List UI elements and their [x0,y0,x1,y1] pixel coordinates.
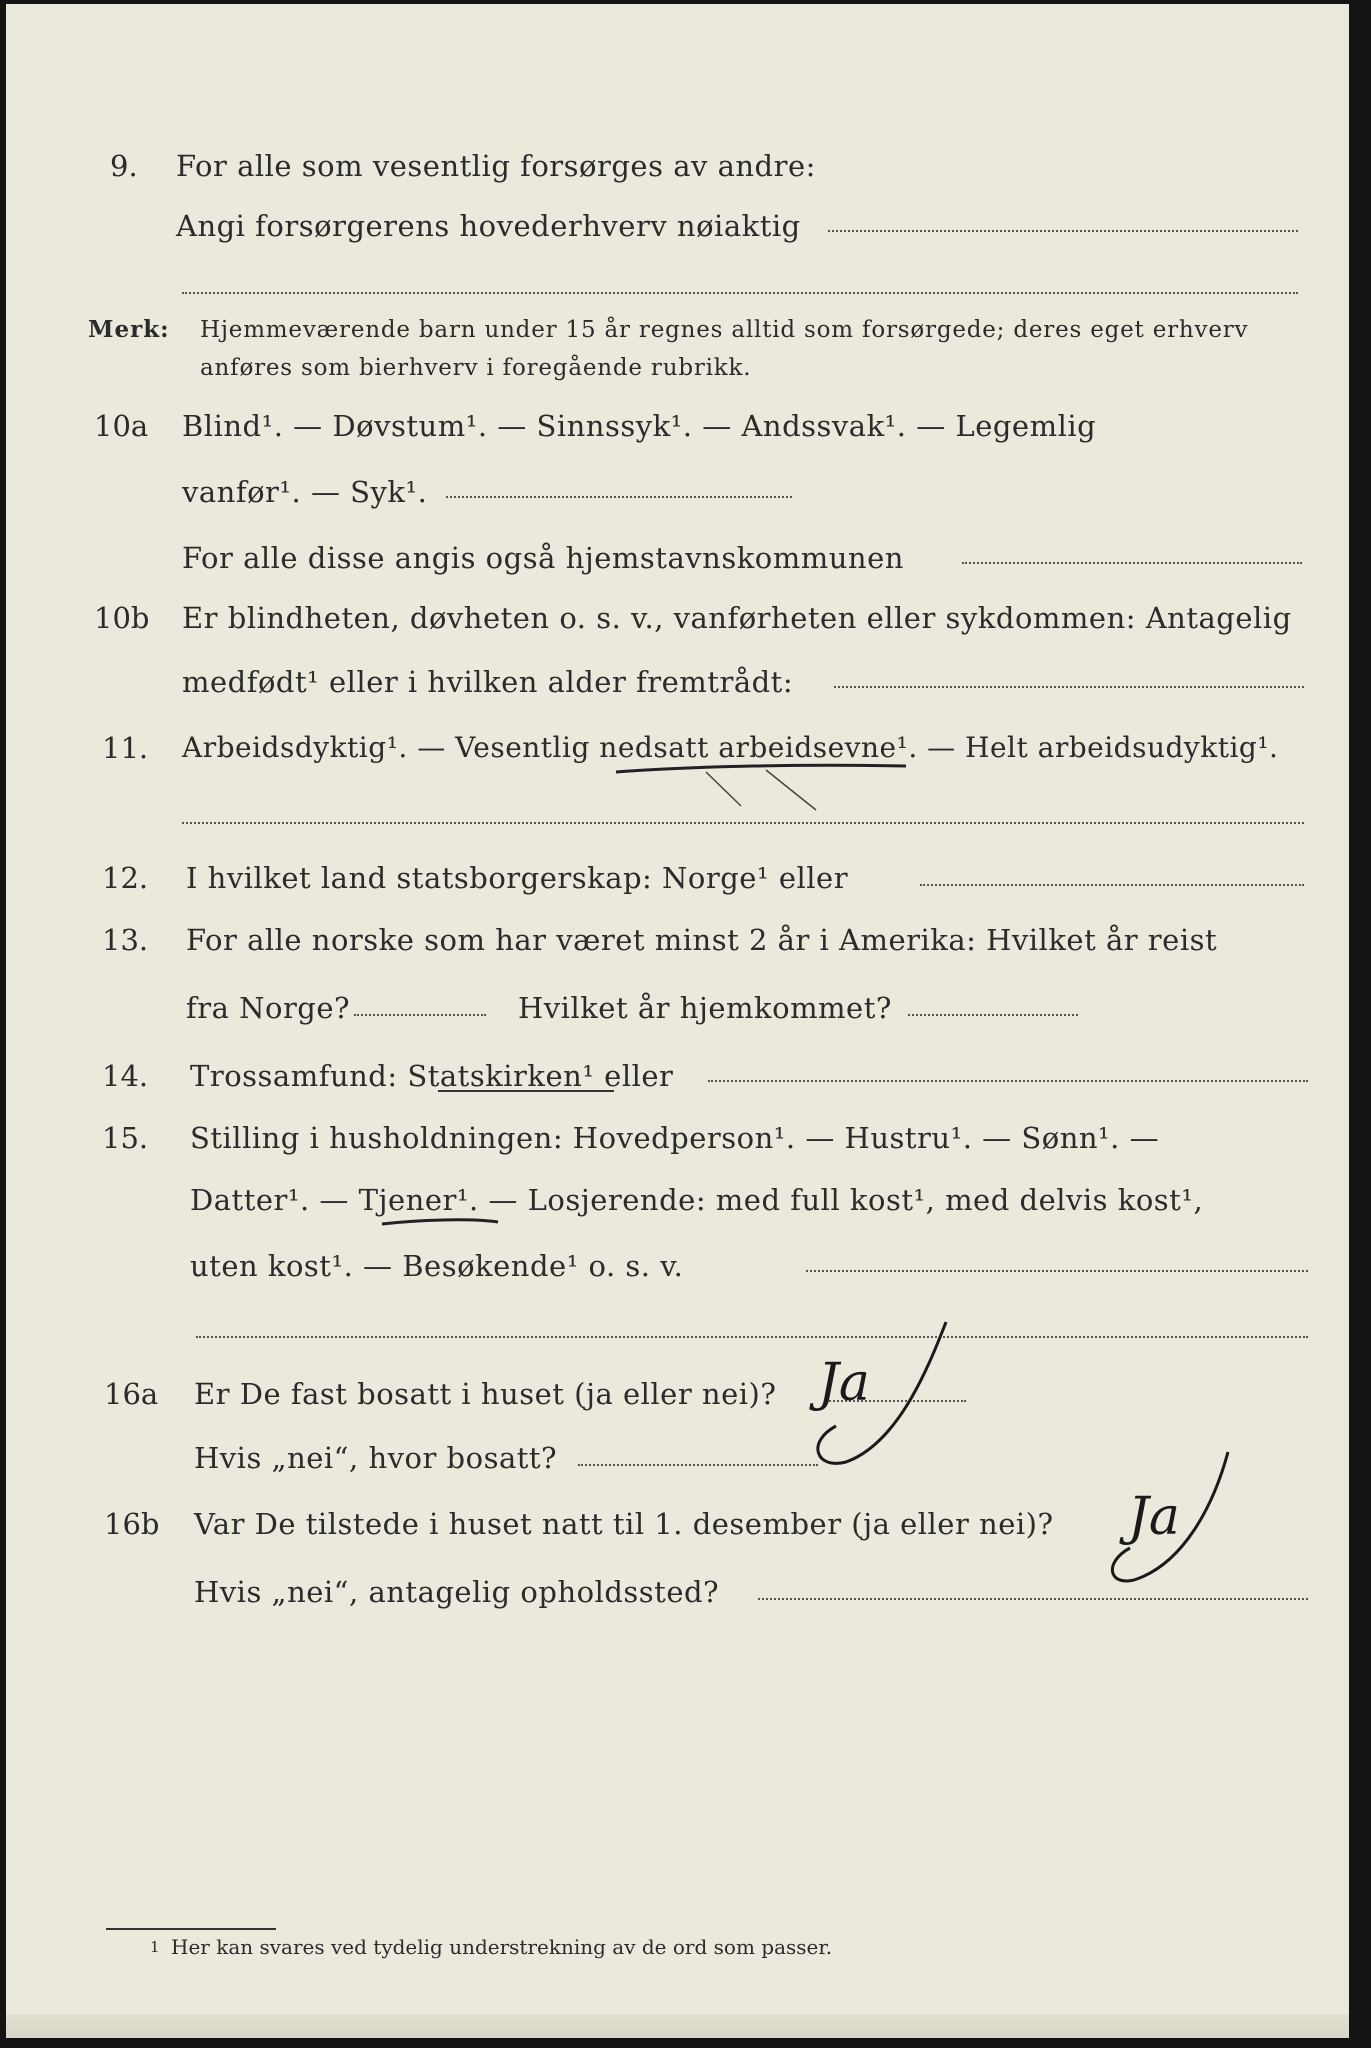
q9-answer-dots [828,230,1298,232]
q9-number: 9. [110,149,138,183]
q9-answer-dots-2 [182,292,1298,294]
q10a-text1: Blind¹. — Døvstum¹. — Sinnssyk¹. — Andssvak¹. — Legemlig [182,409,1097,443]
merk-text2: anføres som bierhverv i foregående rubrikk. [200,355,752,381]
q10b-text2: medfødt¹ eller i hvilken alder fremtrådt: [182,665,794,699]
q11-option-rest: ¹. — Helt arbeidsudyktig¹. [896,731,1279,764]
q11-answer-dots [182,822,1304,824]
q16b-answer-handwriting [1104,1444,1294,1594]
q10a-kommune-dots [962,562,1302,564]
q12-line [6,848,1349,908]
q10a-line3 [6,528,1349,588]
q16b-opholdssted-dots [758,1598,1308,1600]
footnote-text: Her kan svares ved tydelig understrekning av de ord som passer. [171,1935,833,1959]
q15-line2 [6,1170,1349,1230]
q16a-text2: Hvis „nei“, hvor bosatt? [194,1441,558,1475]
q10b-answer-dots [834,686,1304,688]
q10b-line1 [6,588,1349,648]
q14-answer-dots [708,1080,1308,1082]
q12-number: 12. [102,861,149,895]
q10a-number: 10a [94,409,149,443]
q16b-answer-text: Ja [1128,1487,1180,1547]
merk-label: Merk: [88,316,170,343]
q16b-text1: Var De tilstede i huset natt til 1. desember (ja eller nei)? [194,1507,1054,1541]
q15-text1: Stilling i husholdningen: Hovedperson¹. — Hustru¹. — Sønn¹. — [190,1121,1160,1155]
q14-option-statskirken: Statskirken [407,1059,583,1093]
q11-option-nedsatt: nedsatt arbeidsevne [599,731,897,764]
q15-line1 [6,1108,1349,1168]
q15-answer-dots [806,1270,1308,1272]
q16a-number: 16a [104,1377,159,1411]
q12-text: I hvilket land statsborgerskap: Norge¹ eller [186,861,849,895]
q9-text2: Angi forsørgerens hovederhverv nøiaktig [176,209,801,243]
q14-option-eller: ¹ eller [582,1059,674,1093]
q10b-text1: Er blindheten, døvheten o. s. v., vanførheten eller sykdommen: Antagelig [182,601,1292,635]
q15-option-tjener: Tjener [358,1183,457,1217]
q9-line1 [6,136,1349,196]
q14-statskirken-underline [438,1090,614,1092]
q13-line2 [6,978,1349,1038]
q15-line3 [6,1236,1349,1296]
q16a-text1: Er De fast bosatt i huset (ja eller nei)? [194,1377,777,1411]
q11-number: 11. [102,731,149,765]
q16b-number: 16b [104,1507,160,1541]
q15-text3: uten kost¹. — Besøkende¹ o. s. v. [190,1249,684,1283]
merk-text1: Hjemmeværende barn under 15 år regnes alltid som forsørgede; deres eget erhverv [200,317,1249,343]
q10b-line2 [6,652,1349,712]
q9-line2 [6,196,1349,256]
q10a-text2: vanfør¹. — Syk¹. [182,475,428,509]
footnote-mark: 1 [150,1938,160,1956]
q16a-line1 [6,1364,1349,1424]
q13-reist-dots [354,1014,486,1016]
q9-text1: For alle som vesentlig forsørges av andre: [176,149,816,183]
q13-number: 13. [102,923,149,957]
q14-label: Trossamfund: [190,1059,408,1093]
q10a-line1 [6,396,1349,456]
q13-hjemkommet-dots [908,1014,1078,1016]
q16a-answer-handwriting [796,1314,996,1474]
q13-text2a: fra Norge? [186,991,351,1025]
q10b-number: 10b [94,601,150,635]
q13-text2b: Hvilket år hjemkommet? [518,991,892,1025]
q10a-line2 [6,462,1349,522]
census-form-page [6,4,1349,2038]
q15-text2 [190,1170,1203,1230]
q14-number: 14. [102,1059,149,1093]
q15-option-datter: Datter¹. — [190,1183,359,1217]
q13-text1: For alle norske som har været minst 2 år i Amerika: Hvilket år reist [186,923,1218,957]
q12-answer-dots [920,884,1304,886]
q15-number: 15. [102,1121,149,1155]
q10a-syk-dots [446,496,792,498]
q16a-bosatt-dots [578,1464,818,1466]
q10a-text3: For alle disse angis også hjemstavnskommunen [182,541,904,575]
q15-answer-dots-2 [196,1336,1308,1338]
q15-tjener-handwritten-underline [378,1210,508,1234]
q14-line [6,1046,1349,1106]
q16b-text2: Hvis „nei“, antagelig opholdssted? [194,1575,720,1609]
q13-line1 [6,910,1349,970]
q14-text [190,1046,673,1106]
q11-option-arbeidsdyktig: Arbeidsdyktig¹. — Vesentlig [182,731,600,764]
q16a-answer-text: Ja [818,1353,870,1413]
q15-option-losjerende: ¹. — Losjerende: med full kost¹, med delvis kost¹, [456,1183,1204,1217]
q11-handwritten-underline [606,752,926,822]
